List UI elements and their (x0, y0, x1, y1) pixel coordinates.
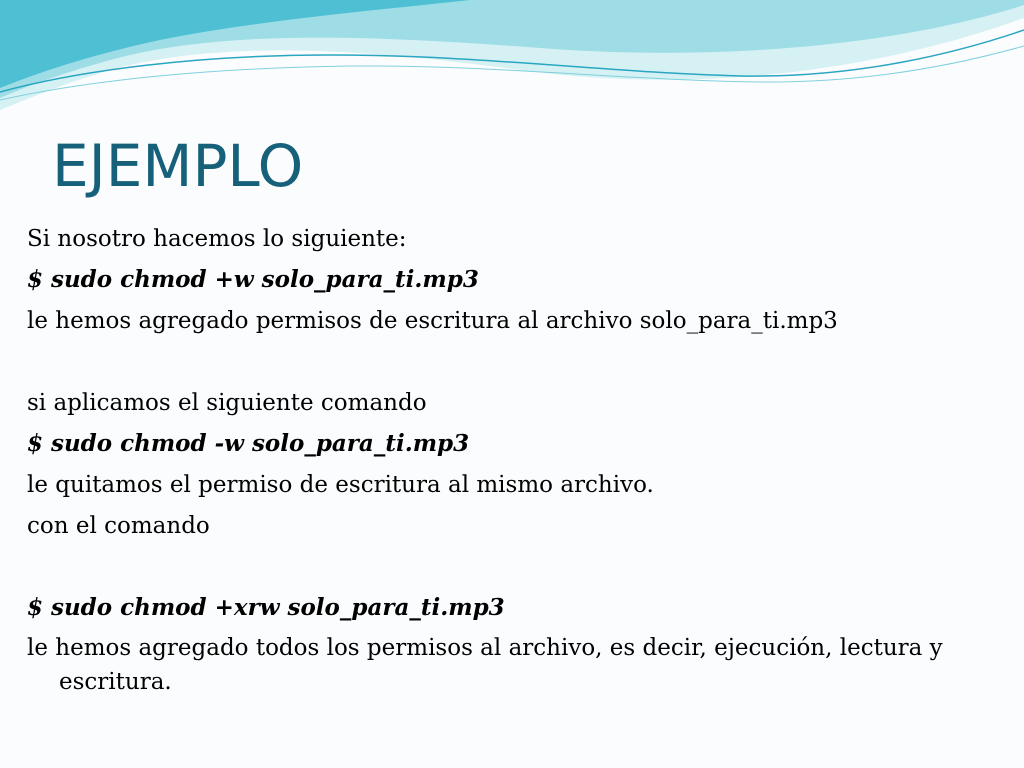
command-line: $ sudo chmod -w solo_para_ti.mp3 (27, 430, 470, 457)
text-line: si aplicamos el siguiente comando (27, 390, 427, 416)
slide-body (27, 221, 987, 699)
blank-line (27, 549, 987, 590)
decorative-wave-header (0, 0, 1024, 130)
text-line: le quitamos el permiso de escritura al mismo archivo. (27, 472, 654, 498)
text-line: con el comando (27, 513, 210, 539)
blank-line (27, 344, 987, 385)
text-line: Si nosotro hacemos lo siguiente: (27, 226, 407, 252)
text-line: le hemos agregado todos los permisos al archivo, es decir, ejecución, lectura y escritura. (27, 635, 943, 695)
command-line: $ sudo chmod +xrw solo_para_ti.mp3 (27, 594, 505, 621)
command-line: $ sudo chmod +w solo_para_ti.mp3 (27, 266, 479, 293)
text-line: le hemos agregado permisos de escritura al archivo solo_para_ti.mp3 (27, 308, 838, 334)
slide-title: EJEMPLO (52, 132, 304, 200)
